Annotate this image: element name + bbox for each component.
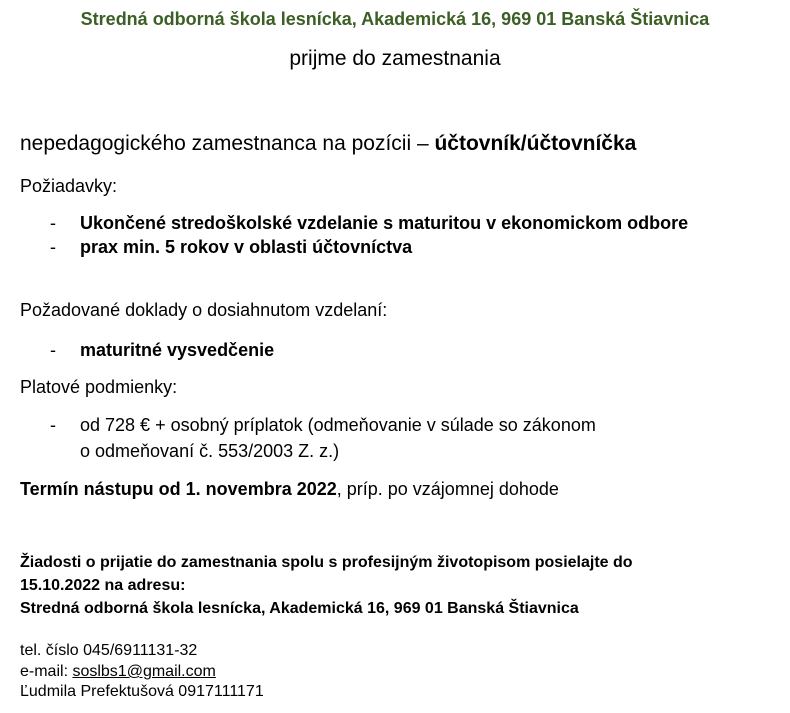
email-label: e-mail:: [20, 663, 73, 680]
contact-person: Ľudmila Prefektušová 0917111171: [20, 683, 264, 700]
salary-label: Platové podmienky:: [20, 377, 178, 397]
document-item: maturitné vysvedčenie: [80, 340, 275, 360]
start-date-rest: , príp. po vzájomnej dohode: [336, 479, 559, 499]
list-dash: -: [50, 340, 56, 360]
application-line-1: Žiadosti o prijatie do zamestnania spolu s profesijným životopisom posielajte do: [20, 554, 633, 571]
position-title: účtovník/účtovníčka: [434, 132, 637, 155]
salary-line-1: od 728 € + osobný príplatok (odmeňovanie v súlade so zákonom: [80, 415, 596, 435]
position-prefix: nepedagogického zamestnanca na pozícii –: [20, 132, 435, 155]
contact-phone: tel. číslo 045/6911131-32: [20, 642, 198, 659]
requirement-item: prax min. 5 rokov v oblasti účtovníctva: [80, 237, 413, 257]
contact-email-line: [20, 663, 216, 681]
requirement-item: Ukončené stredoškolské vzdelanie s maturitou v ekonomickom odbore: [80, 213, 689, 233]
hires-line: prijme do zamestnania: [289, 47, 501, 70]
start-date-line: [20, 479, 559, 500]
list-dash: -: [50, 415, 56, 435]
application-line-2: 15.10.2022 na adresu:: [20, 577, 186, 594]
start-date-bold: Termín nástupu od 1. novembra 2022: [20, 479, 337, 499]
position-line: [20, 132, 636, 156]
list-dash: -: [50, 213, 56, 233]
list-dash: -: [50, 237, 56, 257]
requirements-label: Požiadavky:: [20, 176, 118, 196]
school-title: Stredná odborná škola lesnícka, Akademická 16, 969 01 Banská Štiavnica: [80, 9, 710, 29]
application-address: Stredná odborná škola lesnícka, Akademická 16, 969 01 Banská Štiavnica: [20, 600, 579, 617]
email-link[interactable]: soslbs1@gmail.com: [72, 663, 216, 680]
salary-line-2: o odmeňovaní č. 553/2003 Z. z.): [80, 441, 340, 461]
documents-label: Požadované doklady o dosiahnutom vzdelaní:: [20, 300, 388, 320]
